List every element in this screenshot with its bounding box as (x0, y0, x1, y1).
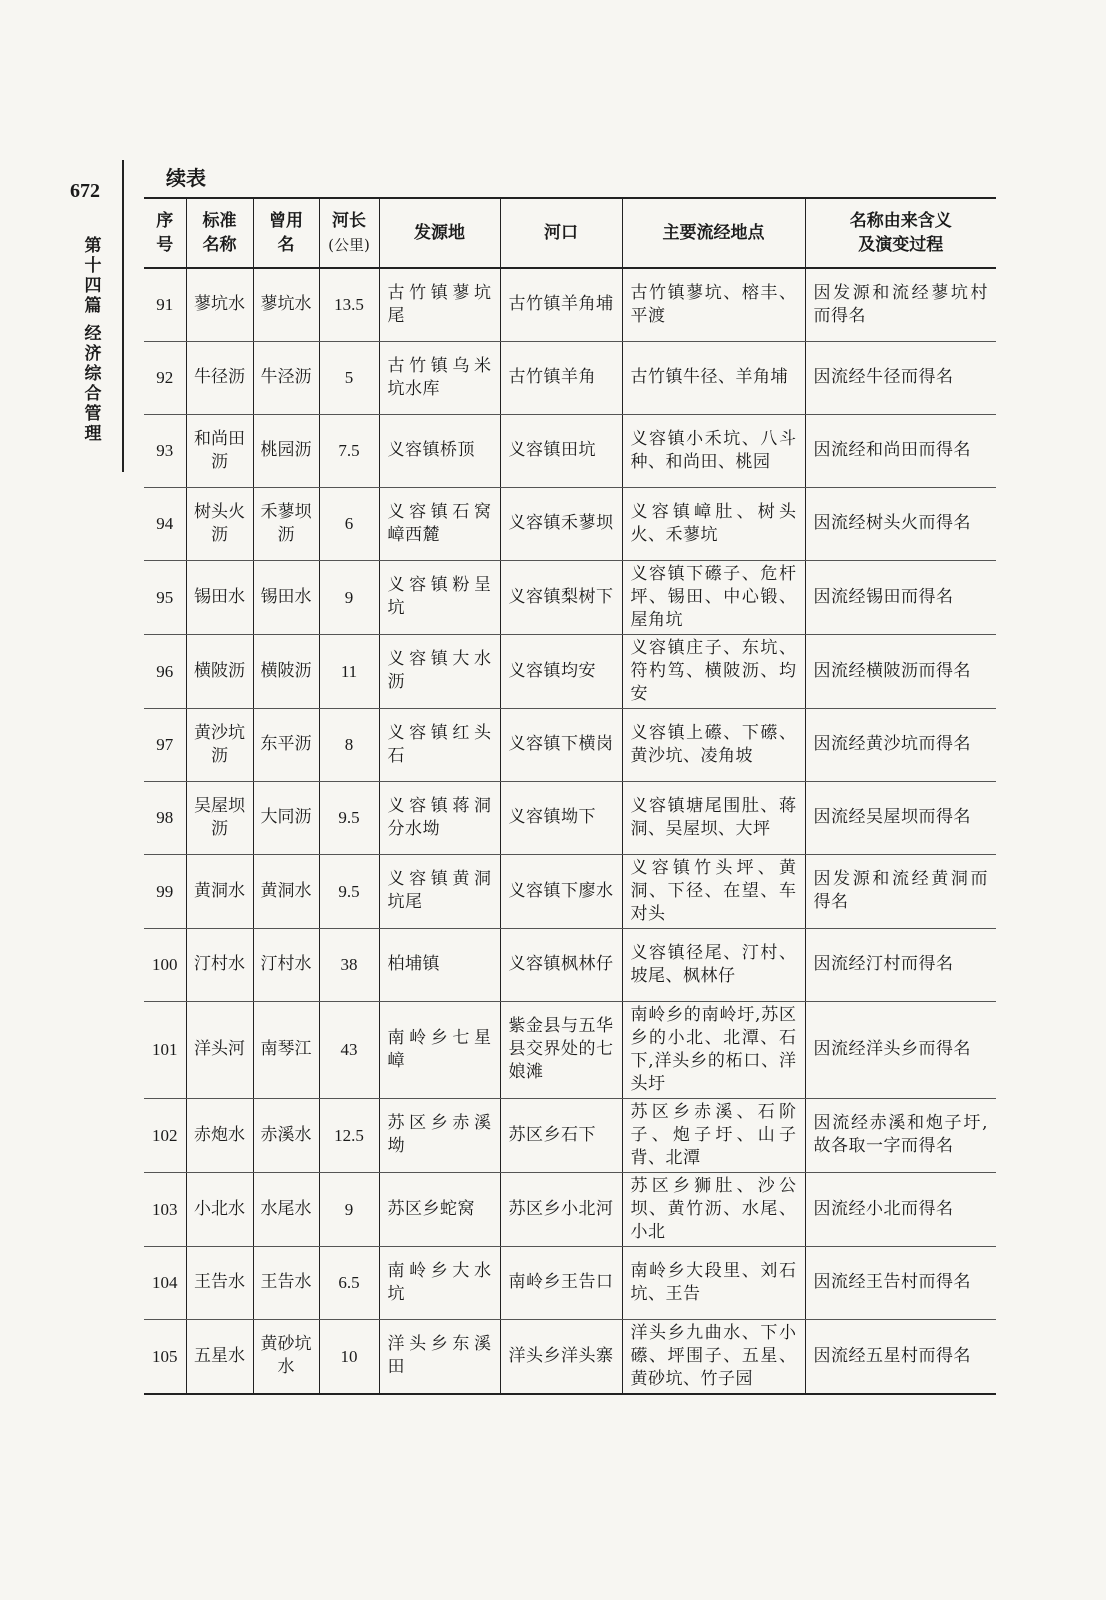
row-origin: 因流经赤溪和炮子圩,故各取一字而得名 (805, 1098, 996, 1172)
row-mouth: 南岭乡王告口 (500, 1246, 622, 1319)
row-seq: 103 (144, 1172, 186, 1246)
row-origin: 因流经黄沙坑而得名 (805, 708, 996, 781)
header-length (319, 198, 379, 268)
row-flow: 义容镇庄子、东坑、符杓笃、横陂沥、均安 (622, 634, 805, 708)
row-mouth: 义容镇下廖水 (500, 854, 622, 928)
header-source: 发源地 (379, 198, 500, 268)
row-old-name: 禾蓼坝沥 (253, 487, 319, 560)
row-seq: 94 (144, 487, 186, 560)
row-source: 古竹镇蓼坑尾 (379, 268, 500, 341)
header-origin-line1: 名称由来含义 (849, 211, 952, 231)
row-length: 5 (319, 341, 379, 414)
row-old-name: 锡田水 (253, 560, 319, 634)
row-flow: 义容镇竹头坪、黄洞、下径、在望、车对头 (622, 854, 805, 928)
row-mouth: 义容镇禾蓼坝 (500, 487, 622, 560)
row-source: 义容镇粉呈坑 (379, 560, 500, 634)
row-source: 苏区乡赤溪坳 (379, 1098, 500, 1172)
table-row (144, 634, 996, 708)
table-row (144, 341, 996, 414)
row-flow: 苏区乡狮肚、沙公坝、黄竹沥、水尾、小北 (622, 1172, 805, 1246)
row-seq: 101 (144, 1001, 186, 1098)
page-number: 672 (70, 180, 100, 202)
row-std-name: 吴屋坝沥 (186, 781, 253, 854)
row-seq: 93 (144, 414, 186, 487)
row-seq: 105 (144, 1319, 186, 1394)
table-row (144, 708, 996, 781)
table-row (144, 854, 996, 928)
row-mouth: 义容镇均安 (500, 634, 622, 708)
row-std-name: 洋头河 (186, 1001, 253, 1098)
row-std-name: 横陂沥 (186, 634, 253, 708)
row-mouth: 古竹镇羊角埔 (500, 268, 622, 341)
row-flow: 苏区乡赤溪、石阶子、炮子圩、山子背、北潭 (622, 1098, 805, 1172)
row-source: 洋头乡东溪田 (379, 1319, 500, 1394)
row-source: 南岭乡大水坑 (379, 1246, 500, 1319)
table-row (144, 1246, 996, 1319)
row-seq: 100 (144, 928, 186, 1001)
row-origin: 因流经锡田而得名 (805, 560, 996, 634)
row-length: 43 (319, 1001, 379, 1098)
header-mouth: 河口 (500, 198, 622, 268)
section-title: 经济综合管理 (84, 324, 102, 444)
row-source: 义容镇桥顶 (379, 414, 500, 487)
table-row (144, 487, 996, 560)
header-seq: 序号 (144, 198, 186, 268)
table-row (144, 414, 996, 487)
row-origin: 因流经小北而得名 (805, 1172, 996, 1246)
row-mouth: 古竹镇羊角 (500, 341, 622, 414)
row-flow: 南岭乡大段里、刘石坑、王告 (622, 1246, 805, 1319)
row-old-name: 黄洞水 (253, 854, 319, 928)
row-flow: 义容镇上礤、下礤、黄沙坑、凌角坡 (622, 708, 805, 781)
row-seq: 99 (144, 854, 186, 928)
row-flow: 义容镇小禾坑、八斗种、和尚田、桃园 (622, 414, 805, 487)
header-row (144, 198, 996, 268)
row-seq: 98 (144, 781, 186, 854)
row-seq: 104 (144, 1246, 186, 1319)
row-source: 义容镇石窝嶂西麓 (379, 487, 500, 560)
row-mouth: 洋头乡洋头寨 (500, 1319, 622, 1394)
row-flow: 义容镇下礤子、危杆坪、锡田、中心锻、屋角坑 (622, 560, 805, 634)
row-mouth: 苏区乡石下 (500, 1098, 622, 1172)
row-old-name: 赤溪水 (253, 1098, 319, 1172)
row-old-name: 牛泾沥 (253, 341, 319, 414)
row-origin: 因流经五星村而得名 (805, 1319, 996, 1394)
row-seq: 96 (144, 634, 186, 708)
row-std-name: 小北水 (186, 1172, 253, 1246)
row-old-name: 水尾水 (253, 1172, 319, 1246)
row-flow: 南岭乡的南岭圩,苏区乡的小北、北潭、石下,洋头乡的柘口、洋头圩 (622, 1001, 805, 1098)
header-origin-line2: 及演变过程 (858, 235, 944, 255)
header-std-name: 标准名称 (186, 198, 253, 268)
row-old-name: 汀村水 (253, 928, 319, 1001)
row-length: 38 (319, 928, 379, 1001)
row-seq: 92 (144, 341, 186, 414)
table-row (144, 1001, 996, 1098)
row-source: 义容镇蒋洞分水坳 (379, 781, 500, 854)
row-old-name: 南琴江 (253, 1001, 319, 1098)
row-old-name: 蓼坑水 (253, 268, 319, 341)
row-length: 12.5 (319, 1098, 379, 1172)
row-length: 10 (319, 1319, 379, 1394)
section-part: 第十四篇 (84, 236, 102, 316)
header-origin (805, 198, 996, 268)
row-old-name: 大同沥 (253, 781, 319, 854)
row-length: 13.5 (319, 268, 379, 341)
row-origin: 因流经吴屋坝而得名 (805, 781, 996, 854)
row-source: 苏区乡蛇窝 (379, 1172, 500, 1246)
header-length-unit: (公里) (328, 236, 370, 254)
row-flow: 义容镇嶂肚、树头火、禾蓼坑 (622, 487, 805, 560)
row-std-name: 牛径沥 (186, 341, 253, 414)
row-source: 义容镇红头石 (379, 708, 500, 781)
row-mouth: 义容镇坳下 (500, 781, 622, 854)
row-origin: 因流经王告村而得名 (805, 1246, 996, 1319)
row-length: 6.5 (319, 1246, 379, 1319)
margin-rule (122, 160, 124, 472)
row-std-name: 树头火沥 (186, 487, 253, 560)
row-seq: 102 (144, 1098, 186, 1172)
row-mouth: 义容镇田坑 (500, 414, 622, 487)
row-origin: 因流经洋头乡而得名 (805, 1001, 996, 1098)
row-length: 9 (319, 1172, 379, 1246)
header-length-label: 河长 (332, 211, 366, 231)
table-row (144, 1319, 996, 1394)
row-std-name: 锡田水 (186, 560, 253, 634)
row-length: 9.5 (319, 854, 379, 928)
row-std-name: 和尚田沥 (186, 414, 253, 487)
row-mouth: 义容镇下横岗 (500, 708, 622, 781)
table-row (144, 560, 996, 634)
row-old-name: 桃园沥 (253, 414, 319, 487)
row-length: 9 (319, 560, 379, 634)
row-source: 义容镇黄洞坑尾 (379, 854, 500, 928)
row-source: 义容镇大水沥 (379, 634, 500, 708)
row-seq: 91 (144, 268, 186, 341)
row-std-name: 蓼坑水 (186, 268, 253, 341)
row-flow: 义容镇塘尾围肚、蒋洞、吴屋坝、大坪 (622, 781, 805, 854)
table-row (144, 1172, 996, 1246)
continued-label: 续表 (166, 166, 206, 190)
row-std-name: 赤炮水 (186, 1098, 253, 1172)
row-length: 7.5 (319, 414, 379, 487)
section-heading (80, 236, 106, 444)
table-row (144, 268, 996, 341)
row-origin: 因流经牛径而得名 (805, 341, 996, 414)
row-seq: 95 (144, 560, 186, 634)
table-row (144, 781, 996, 854)
table-body (144, 268, 996, 1394)
row-origin: 因发源和流经蓼坑村而得名 (805, 268, 996, 341)
row-source: 柏埔镇 (379, 928, 500, 1001)
row-flow: 洋头乡九曲水、下小礤、坪围子、五星、黄砂坑、竹子园 (622, 1319, 805, 1394)
row-seq: 97 (144, 708, 186, 781)
row-origin: 因流经横陂沥而得名 (805, 634, 996, 708)
row-origin: 因发源和流经黄洞而得名 (805, 854, 996, 928)
river-table (144, 197, 996, 1395)
row-origin: 因流经汀村而得名 (805, 928, 996, 1001)
row-flow: 古竹镇牛径、羊角埔 (622, 341, 805, 414)
row-flow: 义容镇径尾、汀村、坡尾、枫林仔 (622, 928, 805, 1001)
row-std-name: 黄沙坑沥 (186, 708, 253, 781)
row-std-name: 汀村水 (186, 928, 253, 1001)
row-length: 11 (319, 634, 379, 708)
table-row (144, 1098, 996, 1172)
row-std-name: 五星水 (186, 1319, 253, 1394)
row-mouth: 义容镇枫林仔 (500, 928, 622, 1001)
row-mouth: 紫金县与五华县交界处的七娘滩 (500, 1001, 622, 1098)
row-std-name: 黄洞水 (186, 854, 253, 928)
row-mouth: 义容镇梨树下 (500, 560, 622, 634)
table-row (144, 928, 996, 1001)
row-length: 8 (319, 708, 379, 781)
row-old-name: 横陂沥 (253, 634, 319, 708)
row-old-name: 东平沥 (253, 708, 319, 781)
row-length: 9.5 (319, 781, 379, 854)
row-length: 6 (319, 487, 379, 560)
row-std-name: 王告水 (186, 1246, 253, 1319)
row-origin: 因流经树头火而得名 (805, 487, 996, 560)
row-source: 南岭乡七星嶂 (379, 1001, 500, 1098)
header-flow: 主要流经地点 (622, 198, 805, 268)
header-old-name: 曾用名 (253, 198, 319, 268)
row-old-name: 王告水 (253, 1246, 319, 1319)
row-origin: 因流经和尚田而得名 (805, 414, 996, 487)
row-flow: 古竹镇蓼坑、榕丰、平渡 (622, 268, 805, 341)
row-mouth: 苏区乡小北河 (500, 1172, 622, 1246)
row-old-name: 黄砂坑水 (253, 1319, 319, 1394)
row-source: 古竹镇乌米坑水库 (379, 341, 500, 414)
